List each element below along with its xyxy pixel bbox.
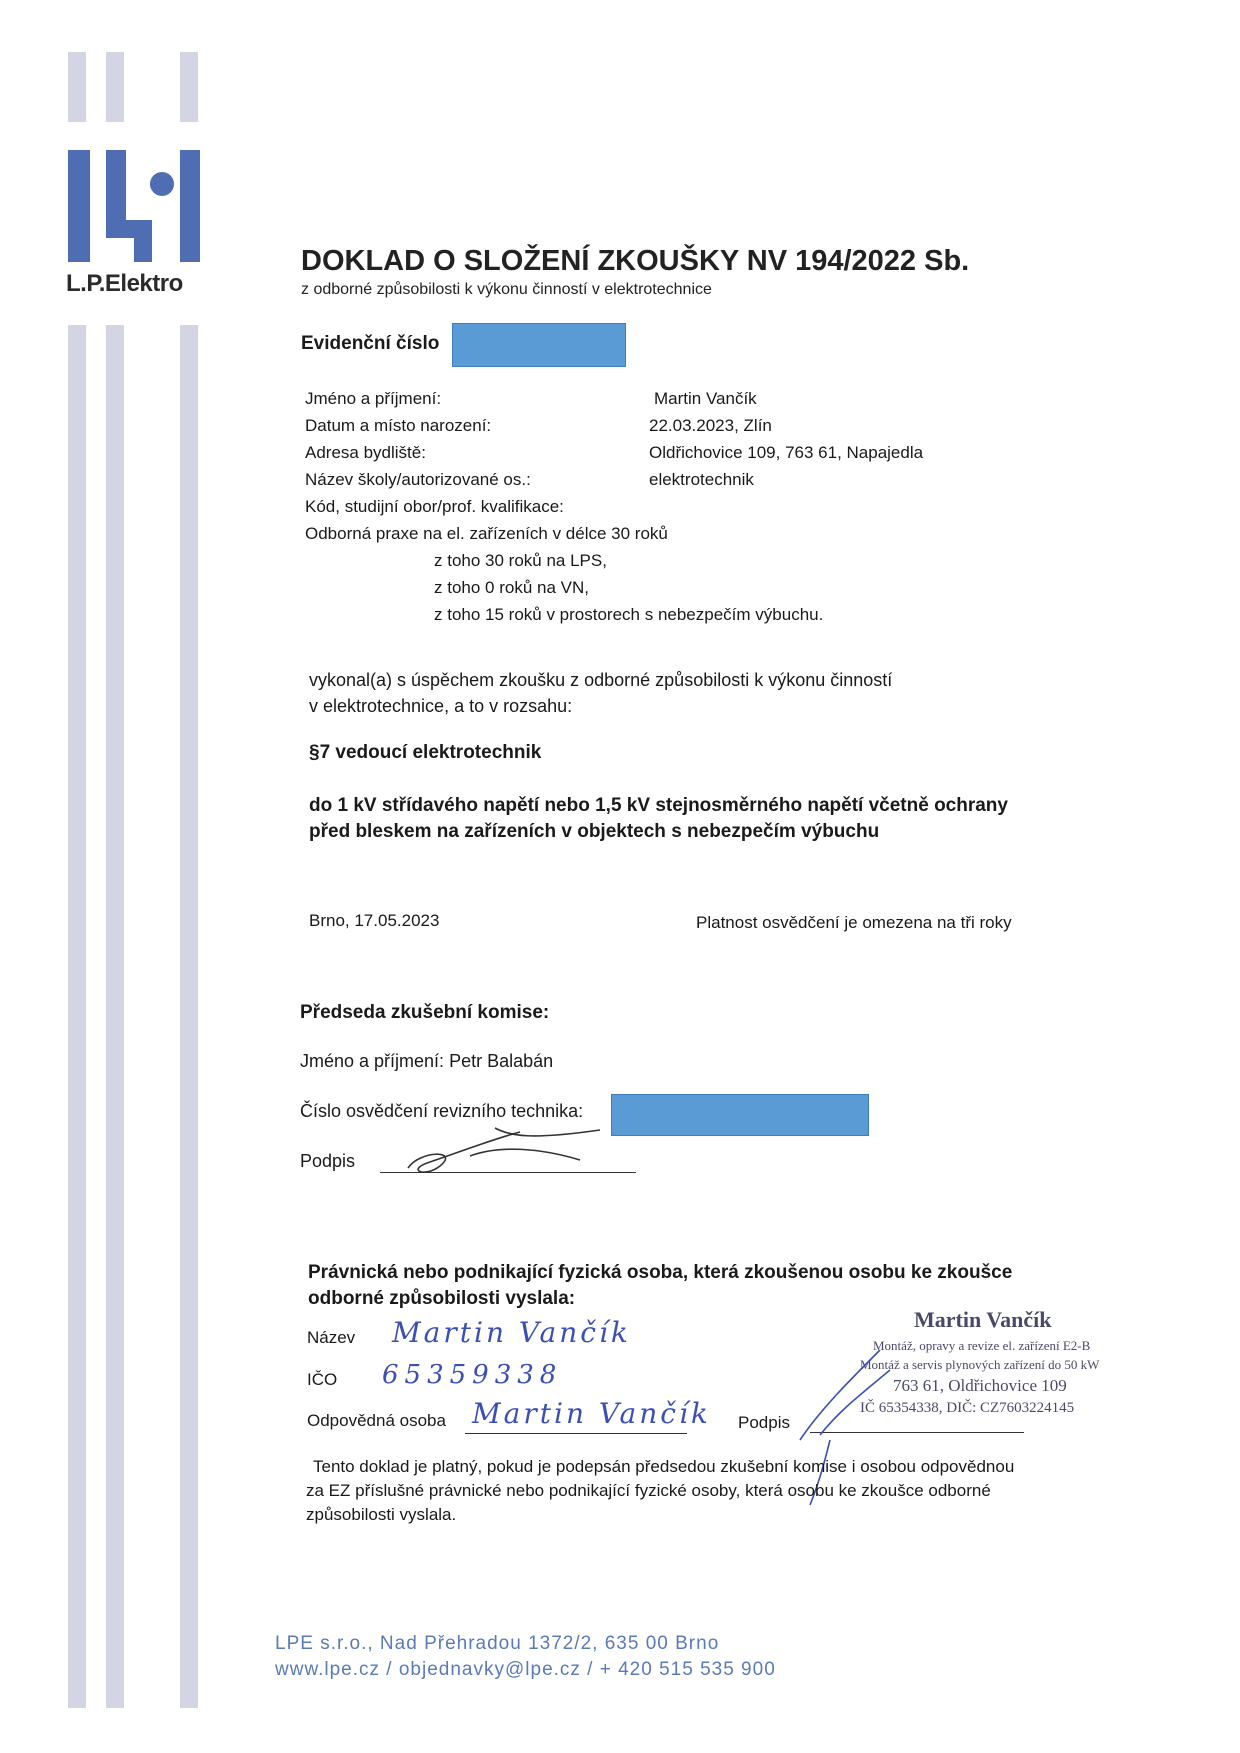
practice-item: z toho 30 roků na LPS, <box>434 551 607 570</box>
result-text-line2: v elektrotechnice, a to v rozsahu: <box>309 696 573 716</box>
company-ico-handwritten: 65359338 <box>382 1360 563 1390</box>
decor-stripe-3 <box>180 325 198 1708</box>
birth-label: Datum a místo narození: <box>305 416 492 435</box>
validity-note-line3: způsobilosti vyslala. <box>306 1505 457 1524</box>
certificate-label: Číslo osvědčení revizního technika: <box>300 1101 584 1121</box>
code-label: Kód, studijní obor/prof. kvalifikace: <box>305 497 564 516</box>
logo-text: L.P.Elektro <box>66 270 183 297</box>
practice-main: Odborná praxe na el. zařízeních v délce 30 roků <box>305 524 668 543</box>
school-label: Název školy/autorizované os.: <box>305 470 531 489</box>
responsible-person-handwritten: Martin Vančík <box>472 1397 711 1430</box>
document-subtitle: z odborné způsobilosti k výkonu činností v elektrotechnice <box>301 281 712 298</box>
company-ico-label: IČO <box>307 1370 338 1389</box>
commission-signature <box>400 1120 610 1180</box>
company-name-label: Název <box>307 1328 356 1347</box>
decor-stripe-top-3 <box>180 52 198 122</box>
company-heading-line1: Právnická nebo podnikající fyzická osoba, která zkoušenou osobu ke zkoušce <box>308 1262 1013 1283</box>
school-value: elektrotechnik <box>649 470 754 489</box>
commission-heading: Předseda zkušební komise: <box>300 1002 550 1023</box>
validity-note-line2: za EZ příslušné právnické nebo podnikající fyzické osoby, která osobu ke zkoušce odborné <box>306 1481 991 1500</box>
decor-stripe-1 <box>68 325 86 1708</box>
decor-stripe-top-1 <box>68 52 86 122</box>
company-heading-line2: odborné způsobilosti vyslala: <box>308 1288 576 1309</box>
exam-scope-line1: do 1 kV střídavého napětí nebo 1,5 kV stejnosměrného napětí včetně ochrany <box>309 795 1008 816</box>
stamp-name: Martin Vančík <box>914 1307 1052 1332</box>
validity-note: Platnost osvědčení je omezena na tři roky <box>696 913 1012 932</box>
document-title: DOKLAD O SLOŽENÍ ZKOUŠKY NV 194/2022 Sb. <box>301 245 970 277</box>
company-sign-label: Podpis <box>738 1413 790 1432</box>
decor-stripe-2 <box>106 325 124 1708</box>
birth-value: 22.03.2023, Zlín <box>649 416 772 435</box>
exam-scope-line2: před bleskem na zařízeních v objektech s nebezpečím výbuchu <box>309 821 880 842</box>
responsible-person-line <box>465 1433 687 1434</box>
company-name-handwritten: Martin Vančík <box>392 1316 631 1349</box>
result-text-line1: vykonal(a) s úspěchem zkoušku z odborné způsobilosti k výkonu činností <box>309 670 893 690</box>
stamp-line: 763 61, Oldřichovice 109 <box>893 1376 1067 1395</box>
evidence-number-redacted <box>452 323 626 367</box>
address-label: Adresa bydliště: <box>305 443 426 462</box>
commission-name: Jméno a příjmení: Petr Balabán <box>300 1051 554 1071</box>
practice-item: z toho 0 roků na VN, <box>434 578 589 597</box>
address-value: Oldřichovice 109, 763 61, Napajedla <box>649 443 924 462</box>
evidence-label: Evidenční číslo <box>301 333 440 354</box>
logo-dot <box>150 172 174 196</box>
person-name-value: Martin Vančík <box>654 389 757 408</box>
validity-note-line1: Tento doklad je platný, pokud je podepsán předsedou zkušební komise i osobou odpovědnou <box>313 1457 1015 1476</box>
certificate-number-redacted <box>611 1094 869 1136</box>
stamp-line: Montáž, opravy a revize el. zařízení E2-B <box>873 1338 1091 1353</box>
logo-mark <box>180 150 200 262</box>
footer-contacts: www.lpe.cz / objednavky@lpe.cz / + 420 515 535 900 <box>275 1659 776 1680</box>
practice-item: z toho 15 roků v prostorech s nebezpečím výbuchu. <box>434 605 824 624</box>
decor-stripe-top-2 <box>106 52 124 122</box>
responsible-person-label: Odpovědná osoba <box>307 1411 446 1430</box>
place-date: Brno, 17.05.2023 <box>309 911 440 930</box>
person-name-label: Jméno a příjmení: <box>305 389 442 408</box>
footer-address: LPE s.r.o., Nad Přehradou 1372/2, 635 00 Brno <box>275 1633 720 1654</box>
stamp-line: Montáž a servis plynových zařízení do 50 kW <box>860 1357 1100 1372</box>
stamp-line: IČ 65354338, DIČ: CZ7603224145 <box>860 1400 1075 1416</box>
logo-mark <box>134 220 152 262</box>
commission-sign-label: Podpis <box>300 1151 356 1171</box>
logo-mark <box>68 150 90 262</box>
exam-section: §7 vedoucí elektrotechnik <box>309 742 542 763</box>
